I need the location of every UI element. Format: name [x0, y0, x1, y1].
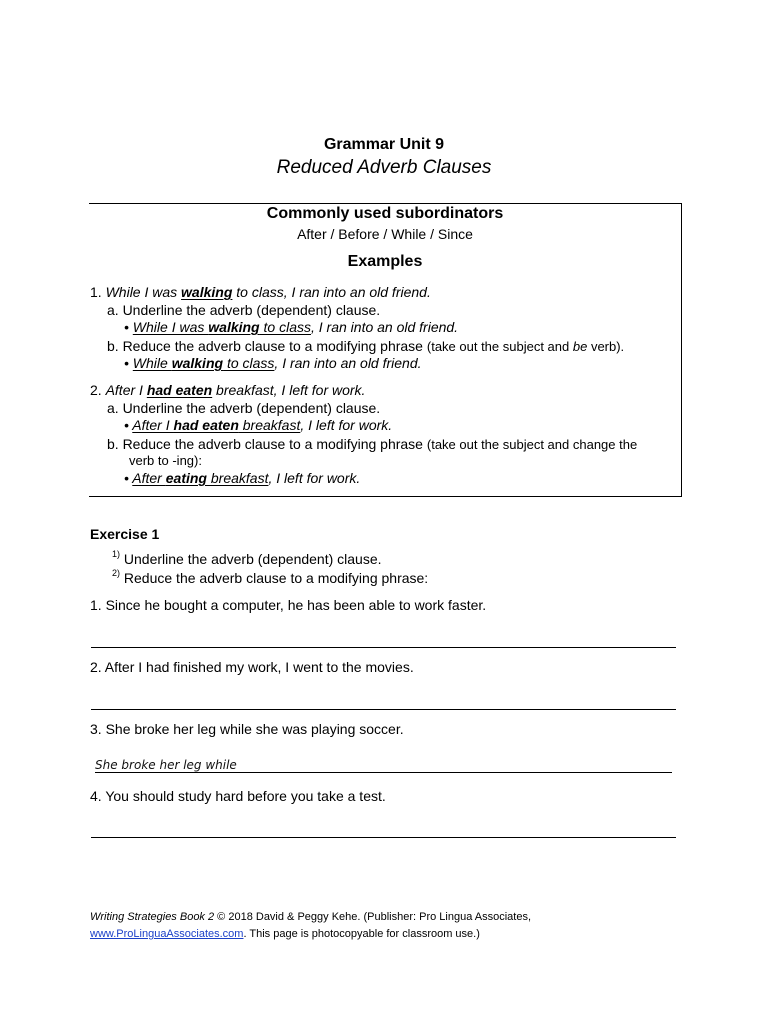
answer-line-3[interactable]	[95, 772, 672, 773]
example1-number: 1.	[90, 284, 102, 300]
answer-text: breakfast	[238, 417, 301, 433]
example1-text-pre: While I was	[105, 284, 182, 300]
exercise-instruction-2	[112, 570, 428, 586]
example1-step-a: a. Underline the adverb (dependent) clause.	[107, 302, 381, 318]
example1-sentence	[90, 284, 431, 300]
answer-rest: , I ran into an old friend.	[274, 355, 422, 371]
answer-rest: , I ran into an old friend.	[310, 319, 459, 335]
example2-text-pre: After I	[105, 382, 147, 398]
step-b-label: b. Reduce the adverb clause to a modifying phrase	[107, 338, 427, 354]
example2-text-post: breakfast, I left for work.	[212, 382, 366, 398]
page-title: Grammar Unit 9	[323, 136, 445, 153]
bullet: •	[124, 417, 133, 433]
footer-copyright: © 2018 David & Peggy Kehe. (Publisher: Pro Lingua Associates,	[214, 911, 532, 923]
handwritten-answer-3: She broke her leg while	[95, 758, 237, 772]
example2-step-a-answer	[124, 417, 392, 433]
subordinators-heading: Commonly used subordinators	[266, 205, 504, 222]
example1-key-verb: walking	[181, 284, 233, 300]
answer-rest: , I left for work.	[268, 470, 361, 486]
example2-step-b-answer	[124, 470, 360, 486]
instruction-text: Underline the adverb (dependent) clause.	[123, 551, 382, 567]
answer-line-1[interactable]	[91, 647, 676, 648]
footer-note: . This page is photocopyable for classroom use.)	[243, 928, 480, 940]
answer-line-2[interactable]	[91, 709, 676, 710]
answer-text: breakfast	[206, 470, 269, 486]
answer-text: While	[132, 355, 172, 371]
footer-line-1	[90, 911, 531, 923]
question-2: 2. After I had finished my work, I went to the movies.	[90, 659, 414, 675]
example2-sentence	[90, 382, 365, 398]
footer-website-link[interactable]: www.ProLinguaAssociates.com	[90, 928, 244, 940]
answer-key-verb: walking	[208, 319, 260, 335]
step-b-note: verb).	[587, 339, 625, 354]
example2-step-b-note-cont: verb to -ing):	[129, 453, 202, 468]
footer-line-2	[90, 928, 480, 940]
example2-number: 2.	[90, 382, 102, 398]
step-b-note-em: be	[572, 339, 588, 354]
example2-step-b	[107, 436, 637, 452]
answer-key-verb: had eaten	[173, 417, 239, 433]
question-3: 3. She broke her leg while she was playing soccer.	[90, 721, 404, 737]
example1-text-post: to class, I ran into an old friend.	[232, 284, 431, 300]
footer-book-title: Writing Strategies Book 2	[90, 911, 215, 923]
instruction-text: Reduce the adverb clause to a modifying phrase:	[123, 570, 429, 586]
example2-step-a: a. Underline the adverb (dependent) clause.	[107, 400, 381, 416]
exercise-heading: Exercise 1	[90, 526, 160, 542]
example1-step-a-answer	[124, 319, 458, 335]
answer-text: to class	[259, 319, 311, 335]
step-b-note: (take out the subject and	[426, 339, 573, 354]
answer-text: After	[132, 470, 166, 486]
example2-key-verb: had eaten	[146, 382, 213, 398]
instruction-number: 2)	[112, 568, 121, 578]
step-b-label: b. Reduce the adverb clause to a modifying phrase	[107, 436, 427, 452]
examples-heading: Examples	[347, 253, 423, 270]
answer-text: to class	[223, 355, 275, 371]
bullet: •	[124, 319, 133, 335]
bullet: •	[124, 470, 133, 486]
step-b-note: (take out the subject and change the	[426, 437, 638, 452]
question-4: 4. You should study hard before you take a test.	[90, 788, 386, 804]
page-subtitle: Reduced Adverb Clauses	[276, 157, 492, 178]
exercise-instruction-1	[112, 551, 382, 567]
bullet: •	[124, 355, 133, 371]
answer-line-4[interactable]	[91, 837, 676, 838]
example1-step-b-answer	[124, 355, 422, 371]
subordinators-list: After / Before / While / Since	[297, 226, 473, 242]
answer-key-verb: eating	[165, 470, 207, 486]
answer-key-verb: walking	[171, 355, 224, 371]
question-1: 1. Since he bought a computer, he has been able to work faster.	[90, 597, 487, 613]
answer-text: While I was	[132, 319, 209, 335]
answer-text: After I	[132, 417, 174, 433]
instruction-number: 1)	[112, 549, 121, 559]
answer-rest: , I left for work.	[300, 417, 393, 433]
example1-step-b	[107, 338, 624, 354]
